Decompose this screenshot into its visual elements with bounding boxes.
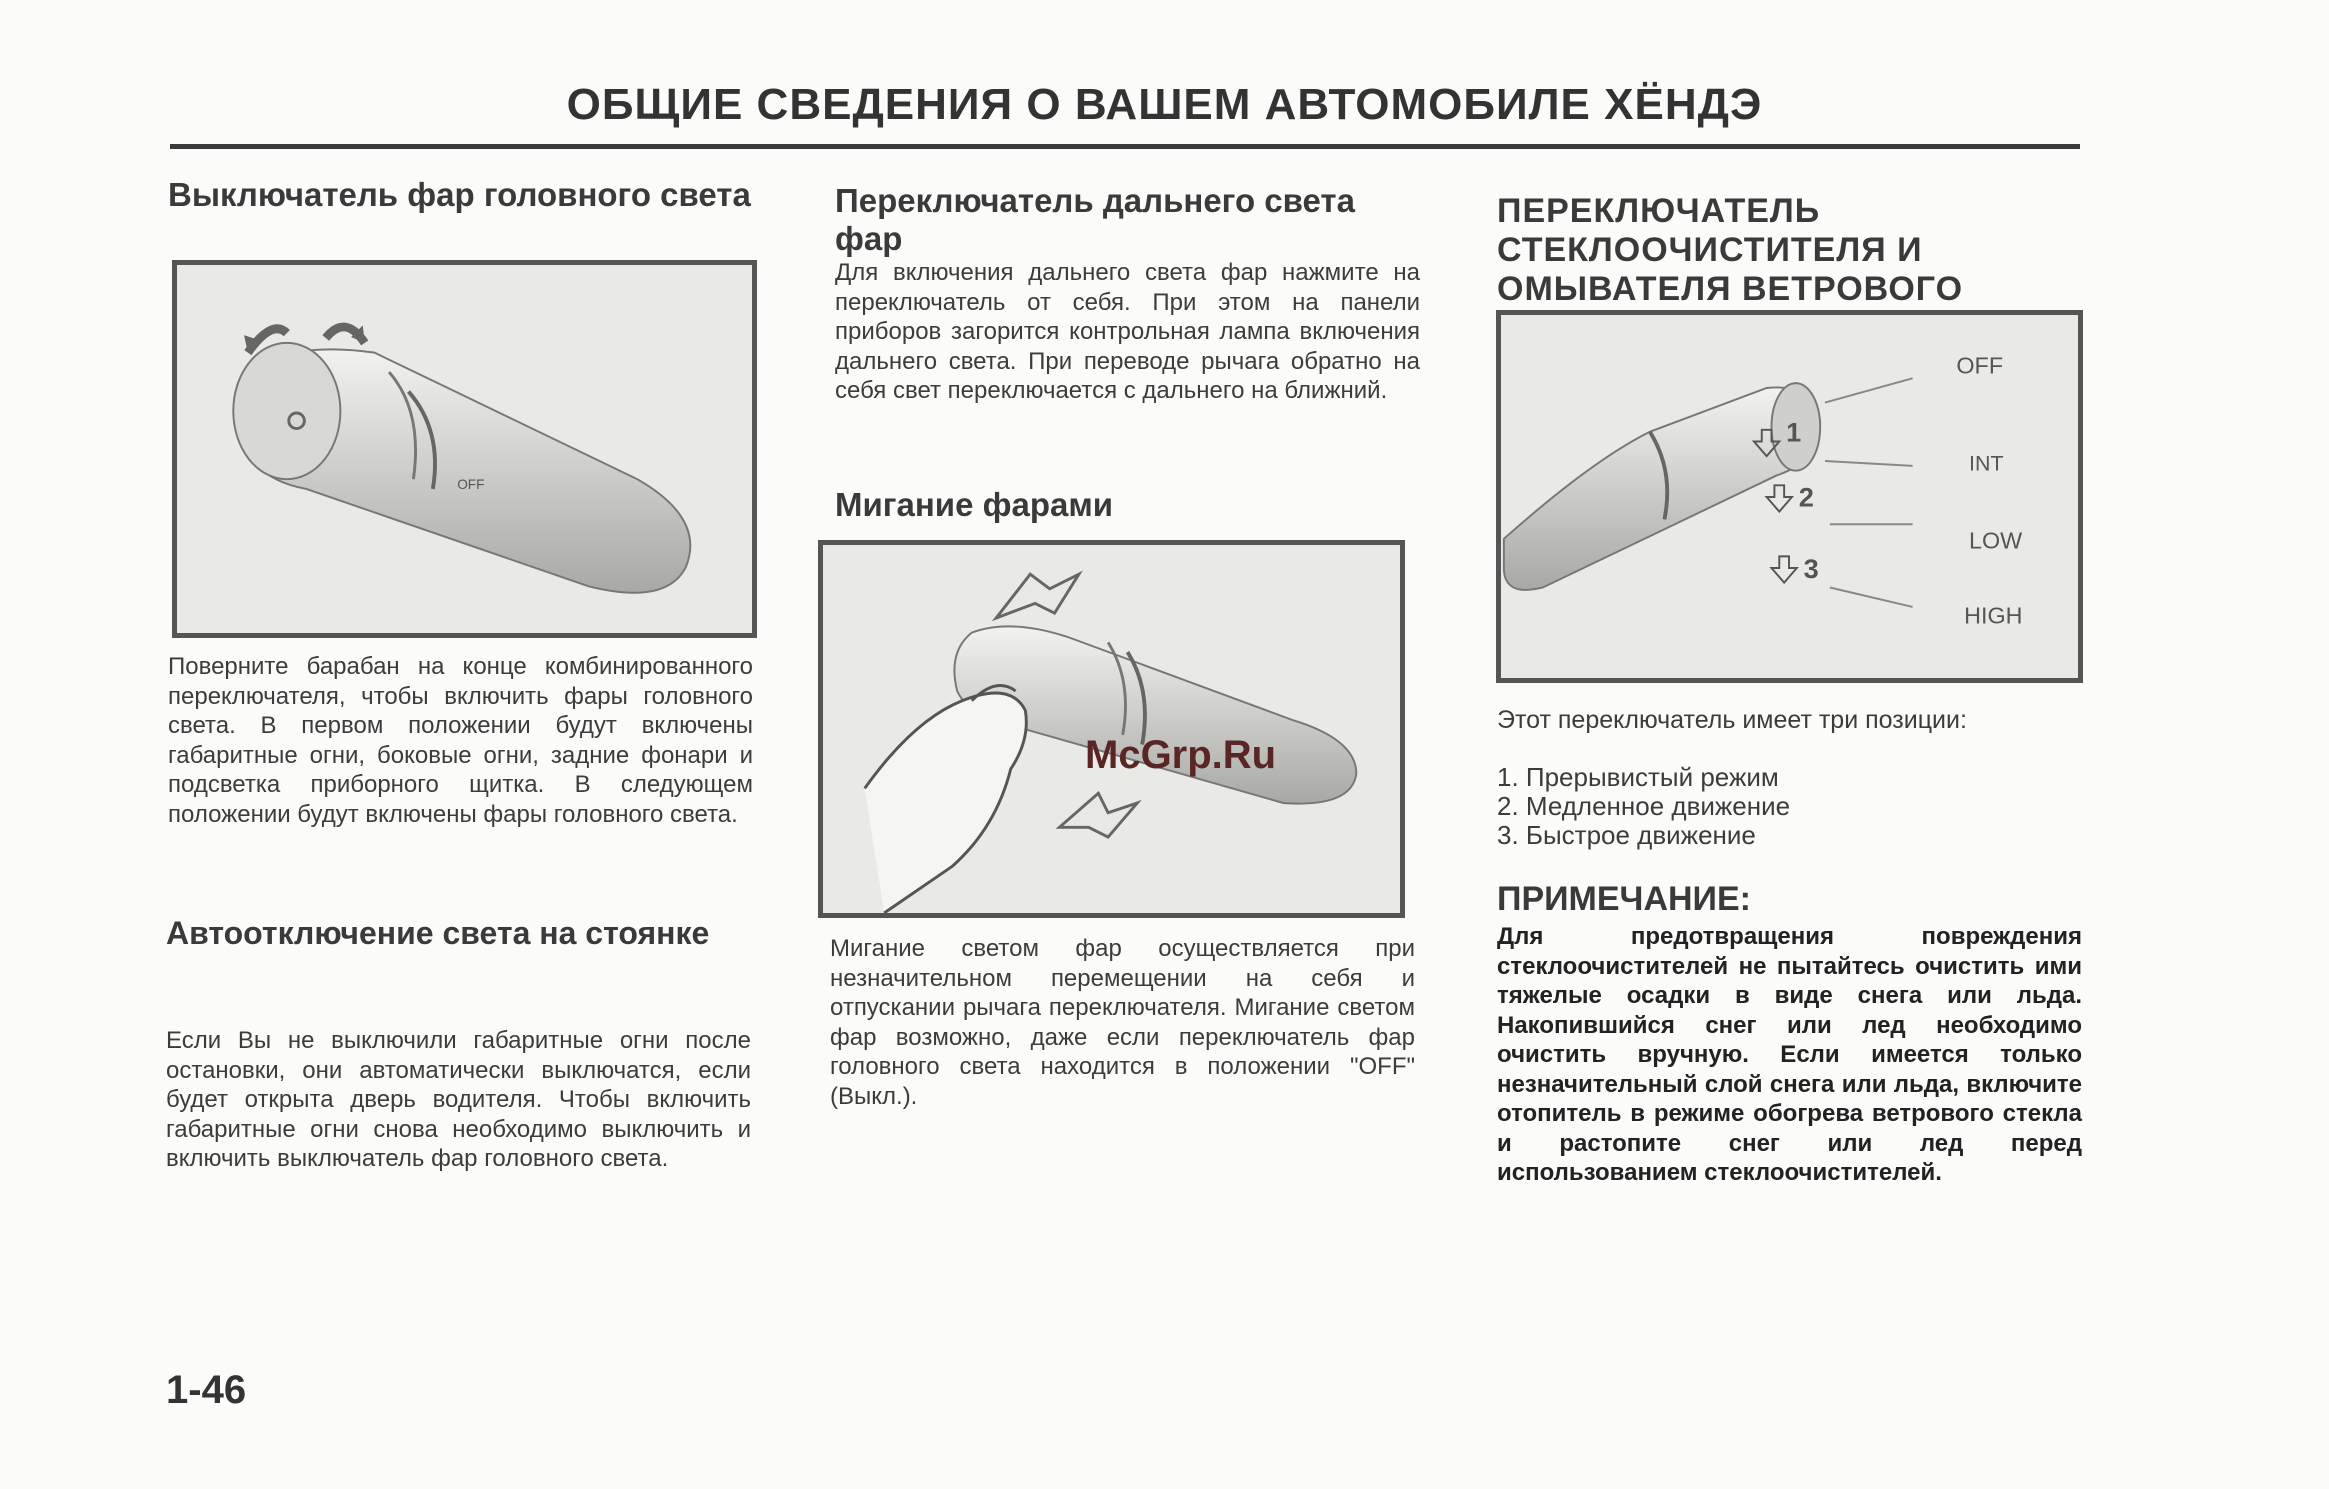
wiper-stalk-illustration xyxy=(1501,315,2078,678)
header-rule xyxy=(170,144,2080,149)
down-arrow-icon xyxy=(1767,485,1792,511)
wiper-pos-2-label: 2 xyxy=(1798,481,1814,513)
push-arrow-icon xyxy=(996,574,1079,618)
wiper-switch-figure xyxy=(1496,310,2083,683)
high-beam-text: Для включения дальнего света фар нажмите на переключатель от себя. При этом на панели приборов загорится контрольная лампа включения дальнего света. При переводе рычага обратно на себя свет переключается с дальнего на ближний. xyxy=(835,259,1420,404)
wiper-pos-3-label: 3 xyxy=(1803,552,1819,584)
wiper-high-label: HIGH xyxy=(1964,602,2023,629)
wiper-mode-1: 1. Прерывистый режим xyxy=(1497,762,1779,792)
headlight-off-label: OFF xyxy=(457,476,485,492)
wiper-low-label: LOW xyxy=(1969,527,2023,554)
page-header-title: ОБЩИЕ СВЕДЕНИЯ О ВАШЕМ АВТОМОБИЛЕ ХЁНДЭ xyxy=(566,80,1763,129)
hand-icon xyxy=(865,693,1027,913)
down-arrow-icon xyxy=(1771,556,1796,582)
wiper-mode-2: 2. Медленное движение xyxy=(1497,791,1791,821)
wiper-intro-text: Этот переключатель имеет три позиции: xyxy=(1497,706,1967,734)
headlight-stalk-illustration xyxy=(177,265,752,633)
wiper-switch-title: ПЕРЕКЛЮЧАТЕЛЬ СТЕКЛООЧИСТИТЕЛЯ И ОМЫВАТЕЛЯ ВЕТРОВОГО xyxy=(1497,192,1964,309)
headlight-switch-title: Выключатель фар головного света xyxy=(168,176,751,213)
watermark: McGrp.Ru xyxy=(1085,733,1277,777)
flash-figure xyxy=(818,540,1405,918)
pull-arrow-icon xyxy=(1059,793,1137,837)
auto-off-title: Автоотключение света на стоянке xyxy=(166,915,710,951)
flash-title: Мигание фарами xyxy=(835,486,1114,523)
note-title: ПРИМЕЧАНИЕ: xyxy=(1497,880,1751,918)
high-beam-title: Переключатель дальнего света фар xyxy=(835,182,1355,257)
wiper-int-label: INT xyxy=(1969,451,2004,476)
auto-off-text: Если Вы не выключили габаритные огни после остановки, они автоматически выключатся, если будет открыта дверь водителя. Чтобы включить габаритные огни снова необходимо выключить и включить выключатель фар головного света. xyxy=(166,1027,751,1172)
wiper-pos-1-label: 1 xyxy=(1786,416,1802,448)
flash-hand-illustration xyxy=(823,545,1400,913)
wiper-off-label: OFF xyxy=(1956,352,2004,379)
flash-text: Мигание светом фар осуществляется при незначительном перемещении на себя и отпускании рычага переключателя. Мигание светом фар возможно, даже если переключатель фар головного света находится в положении "OFF" (Выкл.). xyxy=(830,935,1415,1110)
headlight-switch-figure xyxy=(172,260,757,638)
page-number: 1-46 xyxy=(166,1368,247,1412)
headlight-switch-text: Поверните барабан на конце комбинированного переключателя, чтобы включить фары головного света. В первом положении будут включены габаритные огни, боковые огни, задние фонари и подсветка приборного щитка. В следующем положении будут включены фары головного света. xyxy=(168,653,753,828)
wiper-mode-3: 3. Быстрое движение xyxy=(1497,820,1756,850)
note-text: Для предотвращения повреждения стеклоочистителей не пытайтесь очистить ими тяжелые осадки в виде снега или льда. Накопившийся снег или лед необходимо очистить вручную. Если имеется только незначительный слой снега или льда, включите отопитель в режиме обогрева ветрового стекла и растопите снег или лед перед использованием стеклоочистителей. xyxy=(1497,923,2082,1186)
